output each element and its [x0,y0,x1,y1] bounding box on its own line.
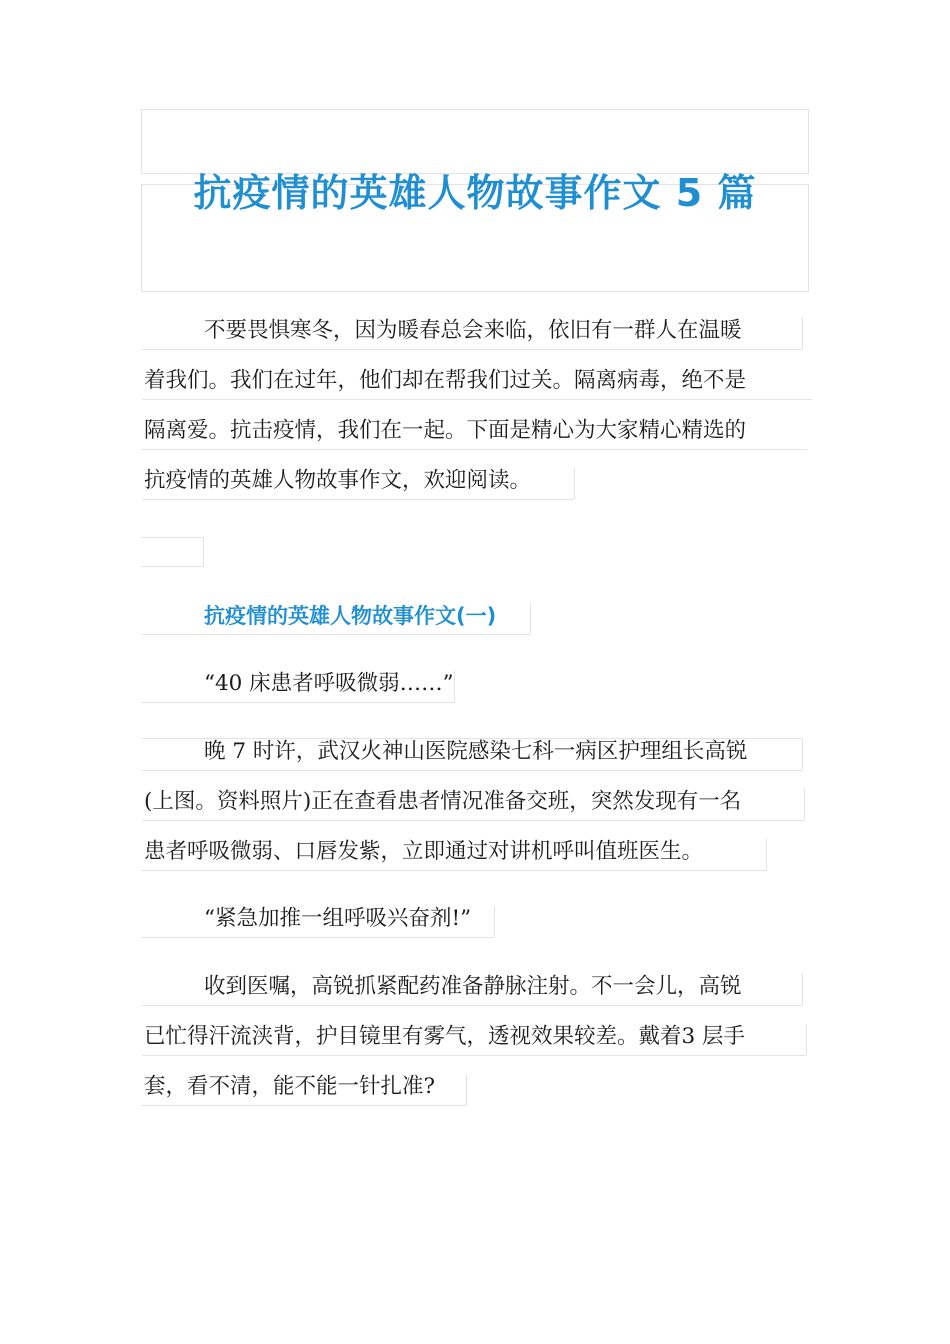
p2-line-2: (上图。资料照片)正在查看患者情况准备交班，突然发现有一名 [144,789,742,814]
p3-rule-3 [142,1105,466,1106]
quote-2-vrule [494,906,495,937]
p3-vrule-3 [466,1074,467,1105]
intro-line-1: 不要畏惧寒冬，因为暖春总会来临，依旧有一群人在温暖 [204,318,742,343]
intro-vrule-4 [574,468,575,499]
document-title: 抗疫情的英雄人物故事作文 5 篇 [193,171,757,215]
p2-rule-1 [142,770,802,771]
empty-cell-box [141,537,204,567]
quote-1: “40 床患者呼吸微弱……” [204,671,454,696]
p3-rule-1 [142,1005,802,1006]
intro-rule-4 [142,499,574,500]
p2-vrule-2 [804,789,805,820]
section-heading: 抗疫情的英雄人物故事作文(一) [204,604,497,628]
intro-line-2: 着我们。我们在过年，他们却在帮我们过关。隔离病毒，绝不是 [144,368,747,393]
p3-line-2: 已忙得汗流浃背，护目镜里有雾气，透视效果较差。戴着3 层手 [144,1024,746,1049]
intro-rule-3 [142,449,807,450]
quote-2-rule [142,937,494,938]
intro-rule-1 [142,349,802,350]
p2-line-3: 患者呼吸微弱、口唇发紫，立即通过对讲机呼叫值班医生。 [144,839,704,864]
p3-vrule-1 [802,974,803,1005]
p2-vrule-3 [766,839,767,870]
p2-line-1: 晚 7 时许，武汉火神山医院感染七科一病区护理组长高锐 [204,739,748,764]
intro-line-4: 抗疫情的英雄人物故事作文，欢迎阅读。 [144,468,532,493]
intro-rule-2 [142,399,812,400]
p3-vrule-2 [806,1024,807,1055]
p3-line-3: 套，看不清，能不能一针扎准? [144,1074,436,1099]
p2-vrule-1 [802,739,803,770]
heading-rule [142,634,530,635]
p2-rule-3 [142,870,766,871]
heading-vrule [530,603,531,634]
quote-1-rule [142,702,454,703]
intro-line-3: 隔离爱。抗击疫情，我们在一起。下面是精心为大家精心精选的 [144,418,747,443]
p3-line-1: 收到医嘱，高锐抓紧配药准备静脉注射。不一会儿，高锐 [204,974,742,999]
p2-rule-2 [142,820,804,821]
intro-vrule-1 [802,318,803,349]
p3-rule-2 [142,1055,806,1056]
quote-2: “紧急加推一组呼吸兴奋剂!” [204,906,472,931]
title-frame-top [141,109,809,174]
quote-1-vrule [454,671,455,702]
